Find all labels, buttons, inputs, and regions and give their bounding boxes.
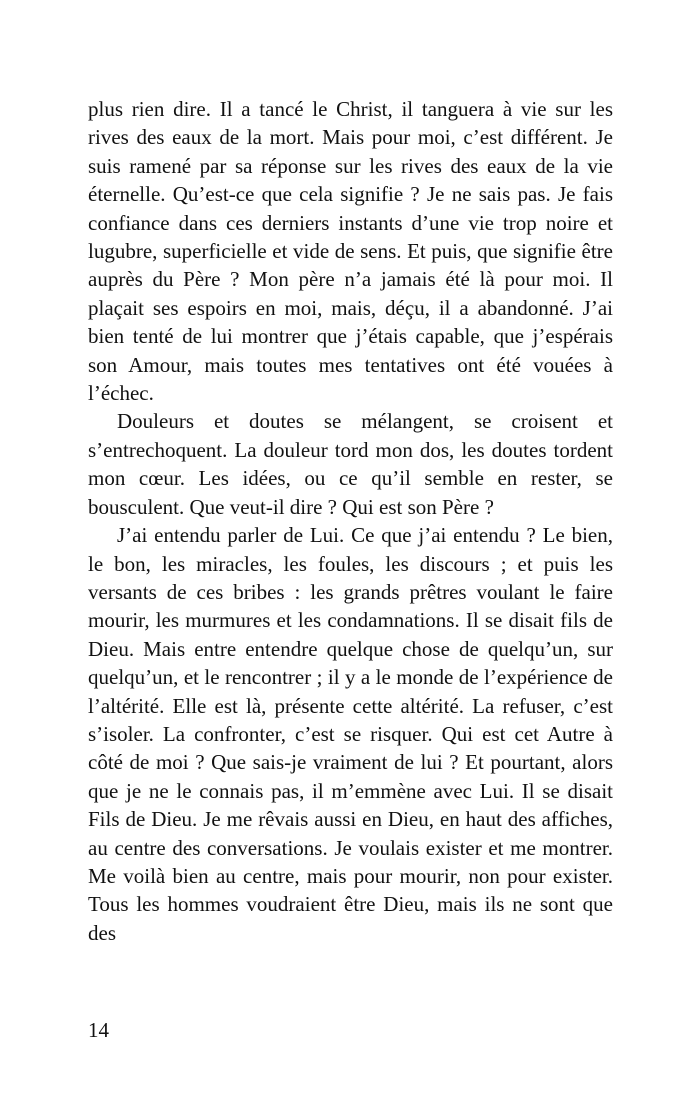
paragraph-1: plus rien dire. Il a tancé le Christ, il tanguera à vie sur les rives des eaux de la mort. Mais pour moi, c’est différent. Je suis ramené par sa réponse sur les rives des eaux de la vie éternelle. Qu’est-ce que cela signifie ? Je ne sais pas. Je fais confiance dans ces derniers instants d’une vie trop noire et lugubre, superficielle et vide de sens. Et puis, que signifie être auprès du Père ? Mon père n’a jamais été là pour moi. Il plaçait ses espoirs en moi, mais, déçu, il a abandonné. J’ai bien tenté de lui montrer que j’étais capable, que j’espérais son Amour, mais toutes mes tentatives ont été vouées à l’échec. [88, 97, 613, 406]
paragraph-3: J’ai entendu parler de Lui. Ce que j’ai entendu ? Le bien, le bon, les miracles, les foules, les discours ; et puis les versants de ces bribes : les grands prêtres voulant le faire mourir, les murmures et les condamnations. Il se disait fils de Dieu. Mais entre entendre quelque chose de quelqu’un, sur quelqu’un, et le rencontrer ; il y a le monde de l’expérience de l’altérité. Elle est là, présente cette altérité. La refuser, c’est s’isoler. La confronter, c’est se risquer. Qui est cet Autre à côté de moi ? Que sais-je vraiment de lui ? Et pourtant, alors que je ne le connais pas, il m’emmène avec Lui. Il se disait Fils de Dieu. Je me rêvais aussi en Dieu, en haut des affiches, au centre des conversations. Je voulais exister et me montrer. Me voilà bien au centre, mais pour mourir, non pour exister. Tous les hommes voudraient être Dieu, mais ils ne sont que des [88, 523, 613, 945]
paragraph-2: Douleurs et doutes se mélangent, se croisent et s’entrechoquent. La douleur tord mon dos, les doutes tordent mon cœur. Les idées, ou ce qu’il semble en rester, se bousculent. Que veut-il dire ? Qui est son Père ? [88, 409, 613, 519]
body-text [88, 95, 613, 947]
page-number: 14 [88, 1018, 109, 1042]
